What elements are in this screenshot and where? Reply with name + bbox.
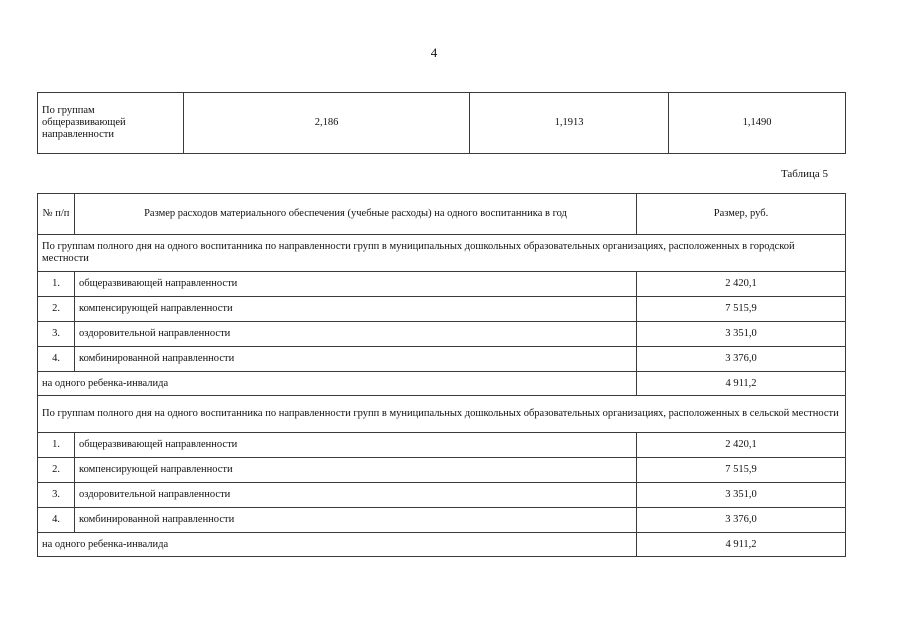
row-num-cell: 4. <box>38 508 75 533</box>
row-label-cell: комбинированной направленности <box>75 347 637 372</box>
row-amount-cell: 3 351,0 <box>637 483 846 508</box>
subtotal-amount-cell: 4 911,2 <box>637 372 846 396</box>
table-row <box>38 272 846 297</box>
row-label-cell: компенсирующей направленности <box>75 458 637 483</box>
row-amount-cell: 3 376,0 <box>637 508 846 533</box>
row-num-cell: 2. <box>38 458 75 483</box>
table-row <box>38 93 846 154</box>
row-label-cell: оздоровительной направленности <box>75 483 637 508</box>
row-label-cell: компенсирующей направленности <box>75 297 637 322</box>
value-cell: 1,1913 <box>470 93 669 154</box>
table-row <box>38 347 846 372</box>
row-num-cell: 3. <box>38 322 75 347</box>
value-cell: 1,1490 <box>669 93 846 154</box>
row-label-cell: общеразвивающей направленности <box>75 433 637 458</box>
section-row <box>38 235 846 272</box>
section-title-cell: По группам полного дня на одного воспитанника по направленности групп в муниципальных дошкольных образовательных организациях, расположенных в городской местности <box>38 235 846 272</box>
subtotal-row <box>38 372 846 396</box>
subtotal-label-cell: на одного ребенка-инвалида <box>38 533 637 557</box>
row-label-cell: оздоровительной направленности <box>75 322 637 347</box>
row-amount-cell: 3 376,0 <box>637 347 846 372</box>
row-num-cell: 1. <box>38 433 75 458</box>
section-row <box>38 396 846 433</box>
row-amount-cell: 3 351,0 <box>637 322 846 347</box>
table-caption: Таблица 5 <box>780 168 828 180</box>
row-label-cell: общеразвивающей направленности <box>75 272 637 297</box>
page-number: 4 <box>430 45 438 60</box>
row-amount-cell: 2 420,1 <box>637 272 846 297</box>
row-num-cell: 2. <box>38 297 75 322</box>
table-row <box>38 322 846 347</box>
value-cell: 2,186 <box>184 93 470 154</box>
header-num-cell: № п/п <box>38 194 75 235</box>
row-num-cell: 1. <box>38 272 75 297</box>
table-row <box>38 297 846 322</box>
subtotal-label-cell: на одного ребенка-инвалида <box>38 372 637 396</box>
row-num-cell: 3. <box>38 483 75 508</box>
table-row <box>38 433 846 458</box>
table-row <box>38 483 846 508</box>
header-description-cell: Размер расходов материального обеспечения (учебные расходы) на одного воспитанника в год <box>75 194 637 235</box>
subtotal-row <box>38 533 846 557</box>
coefficients-table <box>37 92 846 154</box>
row-amount-cell: 7 515,9 <box>637 458 846 483</box>
expenses-table <box>37 193 846 557</box>
row-num-cell: 4. <box>38 347 75 372</box>
subtotal-amount-cell: 4 911,2 <box>637 533 846 557</box>
row-amount-cell: 2 420,1 <box>637 433 846 458</box>
group-label-cell: По группам общеразвивающей направленности <box>38 93 184 154</box>
section-title-cell: По группам полного дня на одного воспитанника по направленности групп в муниципальных дошкольных образовательных организациях, расположенных в сельской местности <box>38 396 846 433</box>
row-amount-cell: 7 515,9 <box>637 297 846 322</box>
table-row <box>38 508 846 533</box>
table-row <box>38 458 846 483</box>
row-label-cell: комбинированной направленности <box>75 508 637 533</box>
header-amount-cell: Размер, руб. <box>637 194 846 235</box>
header-row <box>38 194 846 235</box>
